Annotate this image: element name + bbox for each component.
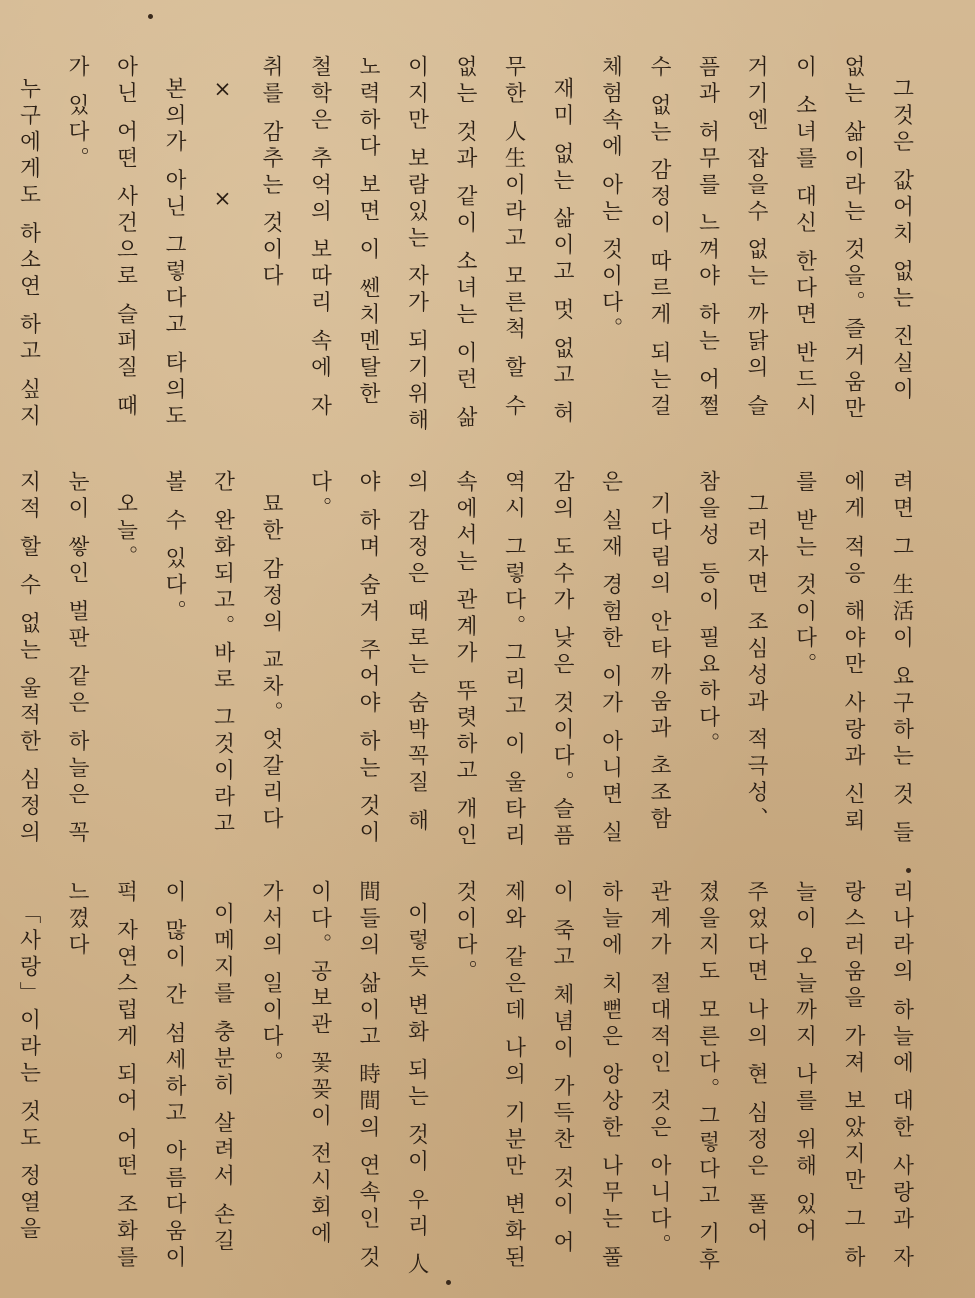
ink-spot <box>148 14 153 19</box>
paragraph: 그것은 값어치 없는 진실이 없는 삶이라는 것을。즐거움만이 소녀를 대신 한다면 반드시 거기엔 잡을수 없는 까닭의 슬픔과 허무를 느껴야 하는 어쩔 수 없는 감정이 따르게 되는걸 체험속에 아는 것이다。 <box>598 55 914 424</box>
paragraph: 「사랑」이라는 것도 정열을 <box>16 901 41 1244</box>
paragraph: 눈이 쌓인 벌판 같은 하늘은 꼭 지적 할 수 없는 울적한 심정의 <box>16 470 90 848</box>
text-block-bottom <box>16 880 925 1280</box>
paragraph: 본의가 아닌 그렇다고 타의도 아닌 어떤 사건으로 슬퍼질 때가 있다。 <box>64 55 187 431</box>
text-block-top <box>16 55 925 436</box>
paragraph: 오늘。 <box>113 491 138 571</box>
paragraph: 누구에게도 하소연 하고 싶지 <box>16 76 41 431</box>
section-separator: × × <box>210 76 235 216</box>
paragraph: 이메지를 충분히 살려서 손길이 많이 간 섬세하고 아름다움이 퍽 자연스럽게 되어 어떤 조화를 느꼈다 <box>64 880 235 1272</box>
ink-spot <box>906 868 911 873</box>
text-block-middle <box>16 470 925 851</box>
paragraph: 묘한 감정의 교차。엇갈리다간 완화되고。바로 그것이라고 볼 수 있다。 <box>161 470 284 839</box>
paragraph: 이렇듯 변화 되는 것이 우리 人間들의 삶이고 時間의 연속인 것이다。공보관 꽃꽂이 전시회에 가서의 일이다。 <box>258 880 429 1279</box>
ink-spot <box>446 1280 451 1285</box>
paragraph: 리나라의 하늘에 대한 사랑과 자랑스러움을 가져 보았지만 그 하늘이 오늘까지 나를 위해 있어 주었다면 나의 현 심정은 풀어 졌을지도 모른다。그렇다고 기후관계가 절대적인 것은 아니다。하늘에 치뻗은 앙상한 나무는 풀이 죽고 체념이 가득찬 것이 어제와 같은데 나의 기분만 변화된 것이다。 <box>452 880 914 1275</box>
paragraph: 재미 없는 삶이고 멋 없고 허무한 人生이라고 모른척 할 수 없는 것과 같이 소녀는 이런 삶이지만 보람있는 자가 되기위해 노력하다 보면 이 쎈치멘탈한 철학은 추억의 보따리 속에 자취를 감추는 것이다 <box>258 55 575 436</box>
paragraph: 그러자면 조심성과 적극성、참을성 등이 필요하다。 <box>695 470 769 834</box>
paragraph: 기다림의 안타까움과 초조함은 실재 경험한 이가 아니면 실감의 도수가 낮은 것이다。슬픔 역시 그렇다。그리고 이 울타리 속에서는 관계가 뚜렷하고 개인의 감정은 때로는 숨박꼭질 해야 하며 숨겨 주어야 하는 것이다。 <box>307 470 672 851</box>
paragraph: 려면 그 生活이 요구하는 것 들에게 적응 해야만 사랑과 신뢰를 받는 것이다。 <box>792 470 914 848</box>
